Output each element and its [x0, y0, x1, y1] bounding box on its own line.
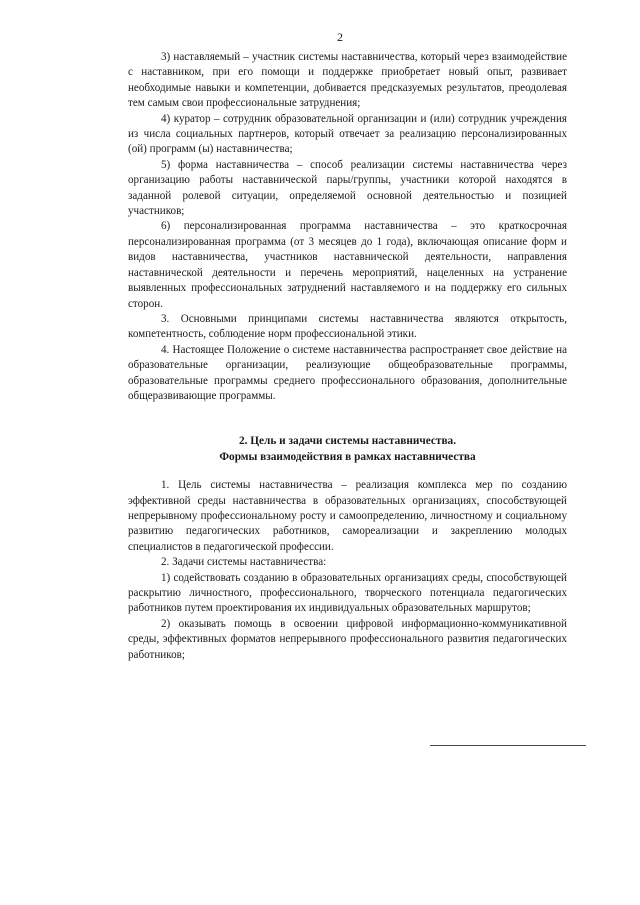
task-item-2: 2) оказывать помощь в освоении цифровой информационно-коммуникативной среды, эффективных форматов непрерывного профессионального развития педагогических работников; [128, 617, 567, 661]
task-item-1: 1) содействовать созданию в образовательных организациях среды, способствующей раскрытию личностного, профессионального, творческого потенциала педагогических работников путем проектирования их индивидуальных образовательных маршрутов; [128, 571, 567, 615]
definition-curator: 4) куратор – сотрудник образовательной организации и (или) сотрудник учреждения из числа социальных партнеров, который отвечает за реализацию персонализированных (ой) программ (ы) наставничества; [128, 112, 567, 156]
document-body [128, 50, 567, 663]
clause-scope: 4. Настоящее Положение о системе наставничества распространяет свое действие на образовательные организации, реализующие общеобразовательные программы, образовательные программы среднего профессионального образования, дополнительные общеразвивающие программы. [128, 343, 567, 402]
signature-line [430, 745, 586, 746]
page-number: 2 [337, 30, 343, 44]
definition-personal-program: 6) персонализированная программа наставничества – это краткосрочная персонализированная программа (от 3 месяцев до 1 года), включающая описание форм и видов наставничества, участников наставнической деятельности, направления наставнической деятельности и перечень мероприятий, нацеленных на устранение выявленных профессиональных затруднений наставляемого и на поддержку его сильных сторон. [128, 220, 567, 310]
section-heading [128, 434, 567, 465]
clause-goal: 1. Цель системы наставничества – реализация комплекса мер по созданию эффективной среды наставничества в образовательных организациях, способствующей непрерывному профессиональному росту и самоопределению, личностному и социальному развитию педагогических работников, самореализации и закреплению молодых специалистов в педагогической профессии. [128, 479, 567, 553]
definition-mentee: 3) наставляемый – участник системы наставничества, который через взаимодействие с наставником, при его помощи и поддержке приобретает новый опыт, развивает необходимые навыки и компетенции, добивается предсказуемых результатов, преодолевая тем самым свои профессиональные затруднения; [128, 51, 567, 110]
section-heading-line-2: Формы взаимодействия в рамках наставничества [219, 450, 476, 463]
section-heading-line-1: 2. Цель и задачи системы наставничества. [238, 435, 457, 448]
clause-principles: 3. Основными принципами системы наставничества являются открытость, компетентность, соблюдение норм профессиональной этики. [128, 312, 567, 341]
clause-tasks-intro: 2. Задачи системы наставничества: [161, 556, 327, 569]
definition-mentoring-form: 5) форма наставничества – способ реализации системы наставничества через организацию работы наставнической пары/группы, участники которой находятся в заданной ролевой ситуации, определяемой основной деятельностью и позицией участников; [128, 158, 567, 218]
